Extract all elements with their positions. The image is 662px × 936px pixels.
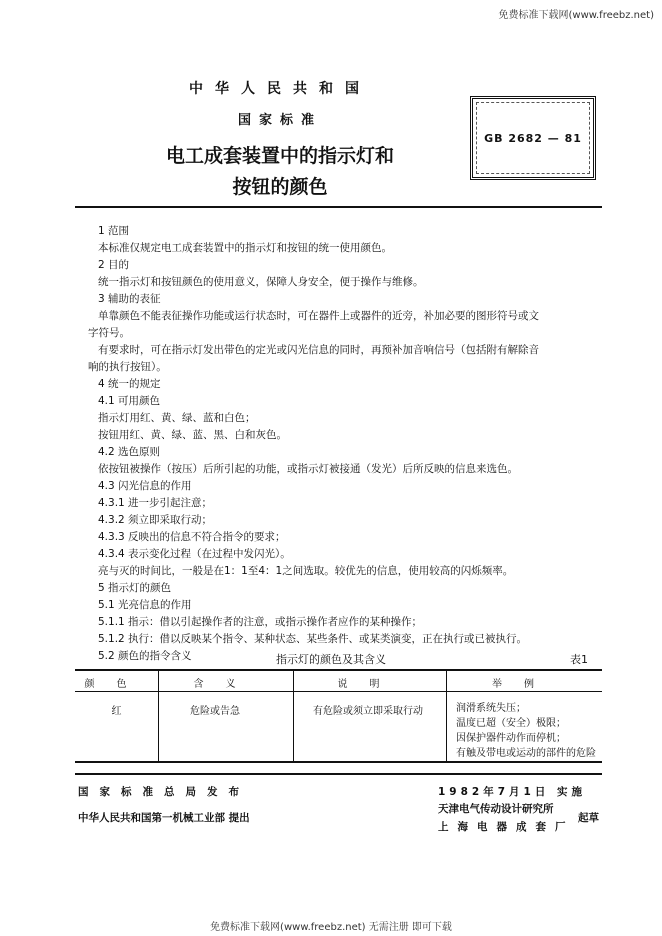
paragraph: 响的执行按钮）。 bbox=[88, 361, 167, 373]
paragraph: 单靠颜色不能表征操作功能或运行状态时，可在器件上或器件的近旁，补加必要的图形符号或文 bbox=[98, 310, 539, 322]
section-heading: 5 指示灯的颜色 bbox=[98, 582, 172, 594]
table-top-rule bbox=[75, 669, 602, 671]
subsection-heading: 4.2 选色原则 bbox=[98, 446, 161, 458]
cell-example: 因保护器件动作而停机； bbox=[456, 733, 566, 744]
section-heading: 1 范围 bbox=[98, 225, 130, 237]
list-item: 5.1.1 指示：借以引起操作者的注意，或指示操作者应作的某种操作； bbox=[98, 616, 423, 628]
cell-color: 红 bbox=[111, 706, 122, 717]
column-header-color: 颜色 bbox=[84, 679, 149, 690]
table-header-rule bbox=[75, 691, 602, 692]
standard-label: 国家标准 bbox=[237, 113, 322, 128]
section-heading: 3 辅助的表征 bbox=[98, 293, 161, 305]
table-title: 指示灯的颜色及其含义 bbox=[276, 653, 386, 666]
list-item: 5.1.2 执行：借以反映某个指令、某种状态、某些条件、或某类演变，正在执行或已被执行。 bbox=[98, 633, 528, 645]
proposer: 中华人民共和国第一机械工业部 提出 bbox=[78, 812, 250, 824]
subsection-heading: 4.3 闪光信息的作用 bbox=[98, 480, 192, 492]
cell-explanation: 有危险或须立即采取行动 bbox=[313, 706, 423, 717]
column-header-meaning: 含义 bbox=[193, 679, 258, 690]
paragraph: 统一指示灯和按钮颜色的使用意义，保障人身安全，便于操作与维修。 bbox=[98, 276, 424, 288]
list-item: 4.3.4 表示变化过程（在过程中发闪光）。 bbox=[98, 548, 291, 560]
section-heading: 4 统一的规定 bbox=[98, 378, 161, 390]
footer-divider bbox=[75, 773, 602, 775]
country-name: 中华人民共和国 bbox=[189, 81, 371, 97]
paragraph: 亮与灭的时间比，一般是在1：1至4：1之间选取。较优先的信息，使用较高的闪烁频率。 bbox=[98, 565, 514, 577]
implement-date: 1982年7月1日 实施 bbox=[438, 786, 586, 798]
standard-code: GB 2682 — 81 bbox=[484, 132, 582, 145]
bottom-watermark: 免费标准下载网(www.freebz.net) 无需注册 即可下载 bbox=[210, 922, 452, 933]
issuer: 国家标准总局发布 bbox=[78, 786, 250, 798]
list-item: 4.3.3 反映出的信息不符合指令的要求； bbox=[98, 531, 286, 543]
list-item: 4.3.2 须立即采取行动； bbox=[98, 514, 213, 526]
column-header-example: 举例 bbox=[492, 679, 556, 690]
page-title-line1: 电工成套装置中的指示灯和 bbox=[165, 145, 394, 167]
table-number: 表1 bbox=[570, 653, 588, 666]
paragraph: 按钮用红、黄、绿、蓝、黑、白和灰色。 bbox=[98, 429, 287, 441]
column-header-explanation: 说明 bbox=[337, 679, 402, 690]
paragraph: 本标准仅规定电工成套装置中的指示灯和按钮的统一使用颜色。 bbox=[98, 242, 392, 254]
cell-example: 润滑系统失压； bbox=[456, 703, 526, 714]
subsection-heading: 5.1 光亮信息的作用 bbox=[98, 599, 192, 611]
paragraph: 字符号。 bbox=[88, 327, 130, 339]
paragraph: 指示灯用红、黄、绿、蓝和白色； bbox=[98, 412, 256, 424]
header-divider bbox=[75, 206, 602, 208]
section-heading: 2 目的 bbox=[98, 259, 130, 271]
paragraph: 依按钮被操作（按压）后所引起的功能，或指示灯被接通（发光）后所反映的信息来选色。 bbox=[98, 463, 518, 475]
subsection-heading: 4.1 可用颜色 bbox=[98, 395, 161, 407]
page-title-line2: 按钮的颜色 bbox=[232, 176, 328, 198]
subsection-heading: 5.2 颜色的指令含义 bbox=[98, 650, 192, 662]
cell-example: 温度已超（安全）极限； bbox=[456, 718, 566, 729]
cell-meaning: 危险或告急 bbox=[190, 706, 240, 717]
drafter-2: 上海电器成套厂 bbox=[438, 821, 575, 833]
drafted-label: 起草 bbox=[578, 812, 599, 824]
standard-code-box bbox=[470, 96, 596, 180]
header-watermark: 免费标准下载网(www.freebz.net) bbox=[498, 10, 654, 21]
drafter-1: 天津电气传动设计研究所 bbox=[438, 803, 554, 815]
list-item: 4.3.1 进一步引起注意； bbox=[98, 497, 213, 509]
paragraph: 有要求时，可在指示灯发出带色的定光或闪光信息的同时，再预补加音响信号（包括附有解除音 bbox=[98, 344, 539, 356]
cell-example: 有触及带电或运动的部件的危险 bbox=[456, 748, 596, 759]
table-bottom-rule bbox=[75, 761, 602, 763]
